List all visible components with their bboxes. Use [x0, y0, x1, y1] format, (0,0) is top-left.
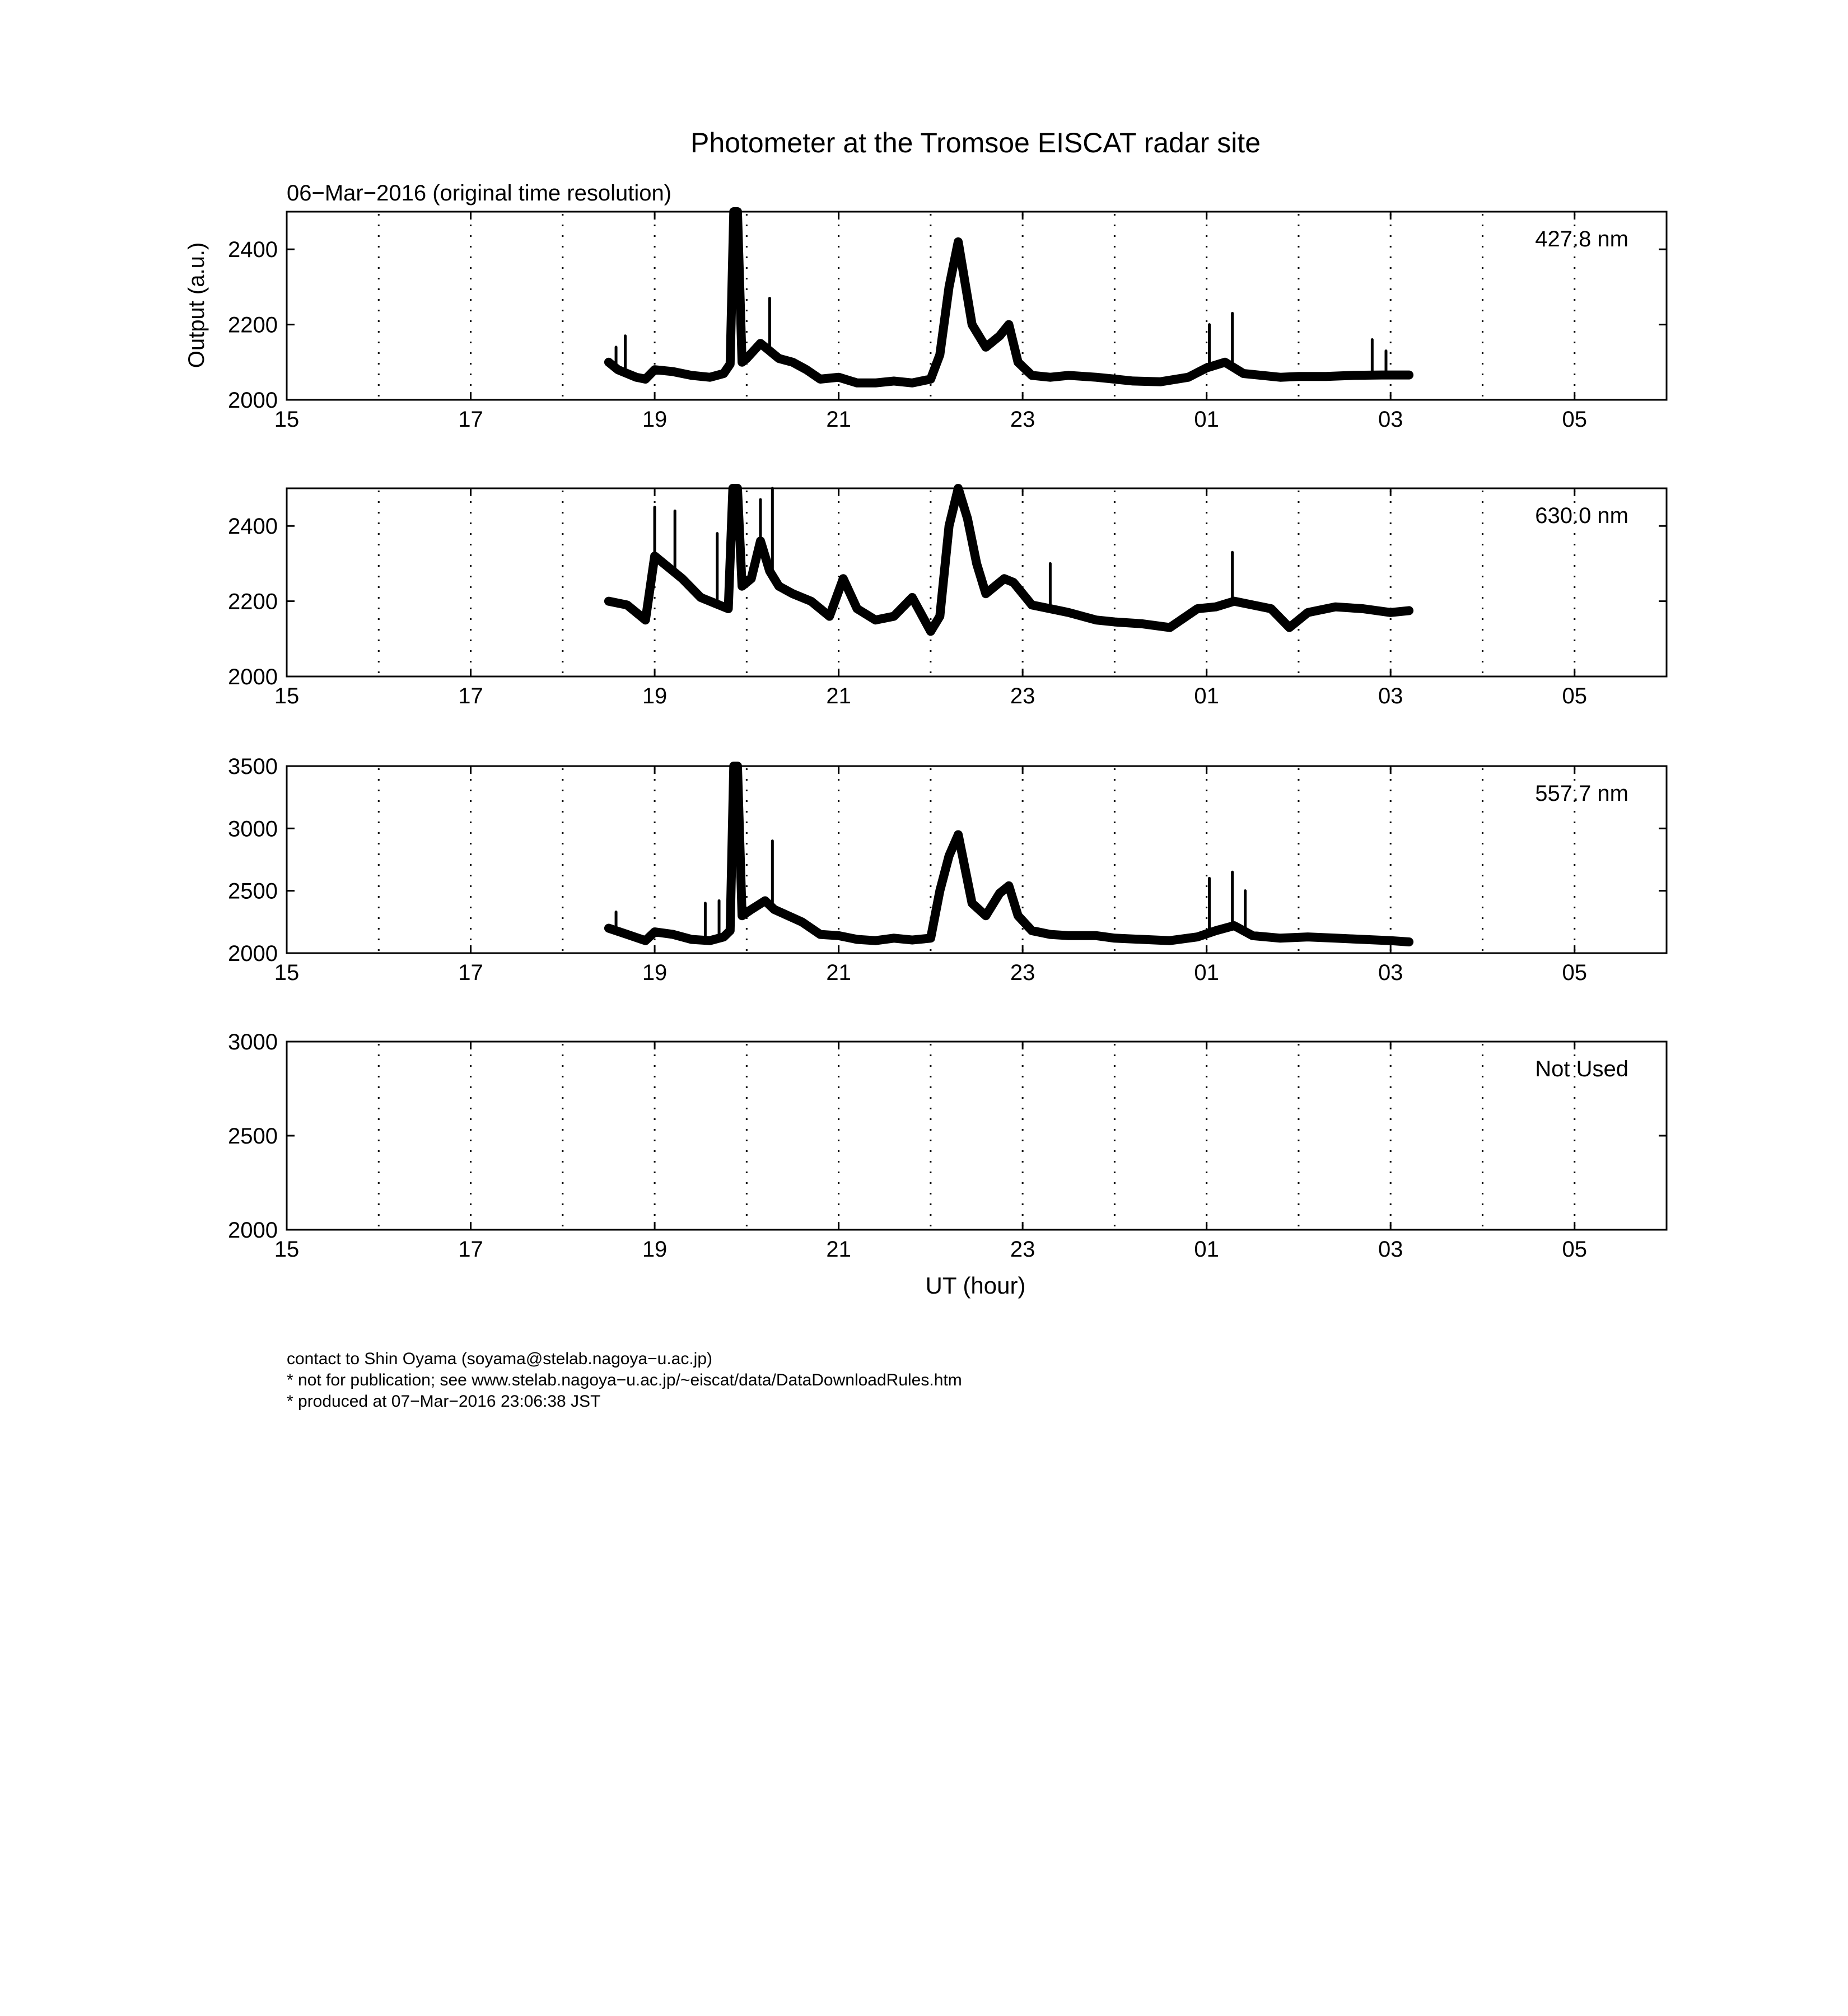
x-tick-label: 19: [642, 1237, 668, 1262]
panel-4278: [228, 212, 1667, 432]
wavelength-label: 557.7 nm: [1535, 781, 1628, 806]
x-tick-label: 17: [458, 960, 483, 985]
series-line-630-0-nm: [609, 488, 1409, 631]
x-tick-label: 05: [1562, 684, 1587, 708]
y-tick-label: 3000: [228, 816, 278, 842]
y-tick-label: 2000: [228, 388, 278, 413]
figure-subtitle: 06−Mar−2016 (original time resolution): [287, 181, 672, 206]
y-tick-label: 2200: [228, 312, 278, 338]
x-tick-label: 23: [1010, 407, 1035, 432]
x-tick-label: 19: [642, 960, 668, 985]
plot-frame: [287, 1042, 1667, 1230]
x-tick-label: 03: [1378, 684, 1403, 708]
footer-contact: contact to Shin Oyama (soyama@stelab.nagoya−u.ac.jp): [287, 1350, 713, 1368]
panel-not-used: [228, 1030, 1667, 1262]
x-tick-label: 15: [274, 684, 300, 708]
x-tick-label: 17: [458, 1237, 483, 1262]
x-tick-label: 05: [1562, 1237, 1587, 1262]
y-tick-label: 2000: [228, 665, 278, 689]
plot-frame: [287, 212, 1667, 400]
y-axis-label: Output (a.u.): [184, 242, 209, 368]
x-tick-label: 05: [1562, 407, 1587, 432]
x-tick-label: 03: [1378, 407, 1403, 432]
footer-publication-note: * not for publication; see www.stelab.nagoya−u.ac.jp/~eiscat/data/DataDownloadRules.htm: [287, 1371, 962, 1389]
x-tick-label: 01: [1194, 684, 1219, 708]
x-tick-label: 01: [1194, 407, 1219, 432]
x-tick-label: 21: [826, 1237, 851, 1262]
wavelength-label: 427.8 nm: [1535, 227, 1628, 251]
x-tick-label: 23: [1010, 1237, 1035, 1262]
footer-produced-at: * produced at 07−Mar−2016 23:06:38 JST: [287, 1392, 601, 1411]
y-tick-label: 2500: [228, 1124, 278, 1149]
y-tick-label: 2500: [228, 879, 278, 904]
x-tick-label: 01: [1194, 960, 1219, 985]
x-tick-label: 21: [826, 960, 851, 985]
wavelength-label: Not Used: [1535, 1057, 1628, 1081]
series-line-427-8-nm: [609, 212, 1409, 383]
x-tick-label: 03: [1378, 1237, 1403, 1262]
y-tick-label: 2400: [228, 514, 278, 539]
y-tick-label: 3500: [228, 754, 278, 779]
y-tick-label: 2000: [228, 1218, 278, 1243]
wavelength-label: 630.0 nm: [1535, 503, 1628, 528]
x-axis-label: UT (hour): [925, 1272, 1026, 1299]
x-tick-label: 19: [642, 684, 668, 708]
plot-frame: [287, 488, 1667, 676]
x-tick-label: 01: [1194, 1237, 1219, 1262]
y-tick-label: 3000: [228, 1030, 278, 1054]
x-tick-label: 15: [274, 960, 300, 985]
x-tick-label: 03: [1378, 960, 1403, 985]
x-tick-label: 19: [642, 407, 668, 432]
x-tick-label: 23: [1010, 960, 1035, 985]
y-tick-label: 2400: [228, 237, 278, 263]
footer: [287, 1350, 962, 1411]
series-line-557-7-nm: [609, 766, 1409, 942]
x-tick-label: 15: [274, 1237, 300, 1262]
figure-title: Photometer at the Tromsoe EISCAT radar site: [690, 127, 1261, 158]
x-tick-label: 15: [274, 407, 300, 432]
x-tick-label: 23: [1010, 684, 1035, 708]
x-tick-label: 05: [1562, 960, 1587, 985]
y-tick-label: 2200: [228, 589, 278, 614]
x-tick-label: 21: [826, 684, 851, 708]
panel-6300: [228, 488, 1667, 708]
x-tick-label: 17: [458, 684, 483, 708]
y-tick-label: 2000: [228, 941, 278, 966]
x-tick-label: 21: [826, 407, 851, 432]
plot-frame: [287, 766, 1667, 953]
panel-5577: [228, 754, 1667, 985]
x-tick-label: 17: [458, 407, 483, 432]
